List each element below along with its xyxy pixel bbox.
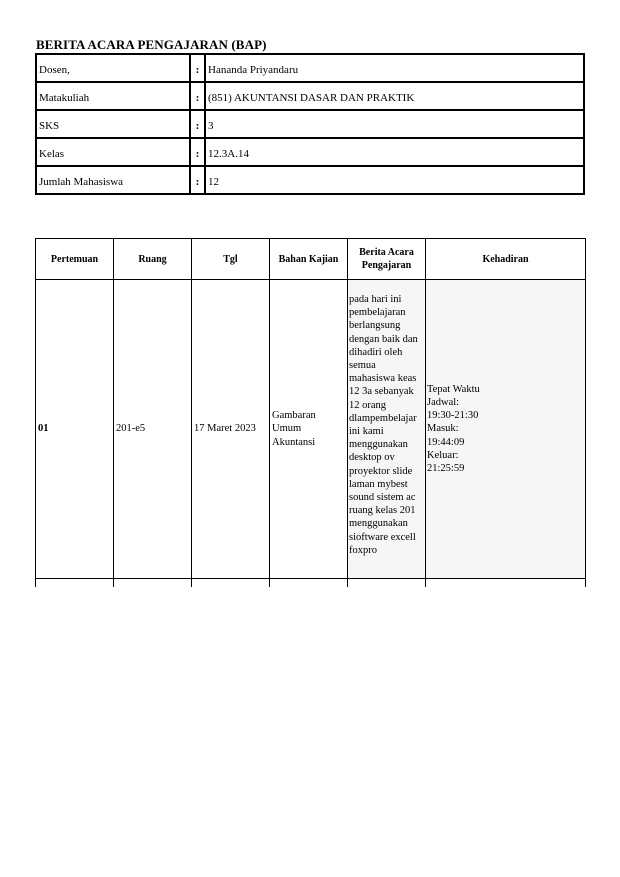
info-separator: : (190, 54, 205, 82)
empty-cell (426, 579, 586, 588)
empty-cell (36, 579, 114, 588)
course-info-table (35, 53, 585, 195)
info-separator: : (190, 166, 205, 194)
info-label: SKS (36, 110, 190, 138)
empty-cell (114, 579, 192, 588)
info-separator: : (190, 82, 205, 110)
info-separator: : (190, 138, 205, 166)
info-value: 12 (205, 166, 584, 194)
info-label: Kelas (36, 138, 190, 166)
info-row-sks (36, 110, 584, 138)
info-label: Matakuliah (36, 82, 190, 110)
header-berita-acara: Berita Acara Pengajaran (348, 239, 426, 280)
info-value: 12.3A.14 (205, 138, 584, 166)
header-tgl: Tgl (192, 239, 270, 280)
info-row-matakuliah (36, 82, 584, 110)
info-label: Jumlah Mahasiswa (36, 166, 190, 194)
info-row-jumlah-mahasiswa (36, 166, 584, 194)
info-value: Hananda Priyandaru (205, 54, 584, 82)
empty-cell (270, 579, 348, 588)
cell-ruang: 201-e5 (114, 280, 192, 579)
header-ruang: Ruang (114, 239, 192, 280)
header-pertemuan: Pertemuan (36, 239, 114, 280)
cell-pertemuan: 01 (36, 280, 114, 579)
header-kehadiran: Kehadiran (426, 239, 586, 280)
header-bahan-kajian: Bahan Kajian (270, 239, 348, 280)
cell-berita-acara: pada hari ini pembelajaran berlangsung dengan baik dan dihadiri oleh semua mahasiswa keas 12 3a sebanyak 12 orang dlampembelajar ini kami menggunakan desktop ov proyektor slide laman mybest sound sistem ac ruang kelas 201 menggunakan sioftware excell foxpro (348, 280, 426, 579)
empty-cell (192, 579, 270, 588)
table-row-continuation (36, 579, 586, 588)
cell-tgl: 17 Maret 2023 (192, 280, 270, 579)
empty-cell (348, 579, 426, 588)
info-value: 3 (205, 110, 584, 138)
cell-kehadiran: Tepat Waktu Jadwal: 19:30-21:30 Masuk: 19:44:09 Keluar: 21:25:59 (426, 280, 586, 579)
info-row-dosen (36, 54, 584, 82)
page-title: BERITA ACARA PENGAJARAN (BAP) (36, 37, 267, 52)
table-row (36, 280, 586, 579)
bap-table (35, 238, 586, 587)
info-row-kelas (36, 138, 584, 166)
info-separator: : (190, 110, 205, 138)
info-label: Dosen, (36, 54, 190, 82)
cell-bahan-kajian: Gambaran Umum Akuntansi (270, 280, 348, 579)
info-value: (851) AKUNTANSI DASAR DAN PRAKTIK (205, 82, 584, 110)
bap-header-row (36, 239, 586, 280)
